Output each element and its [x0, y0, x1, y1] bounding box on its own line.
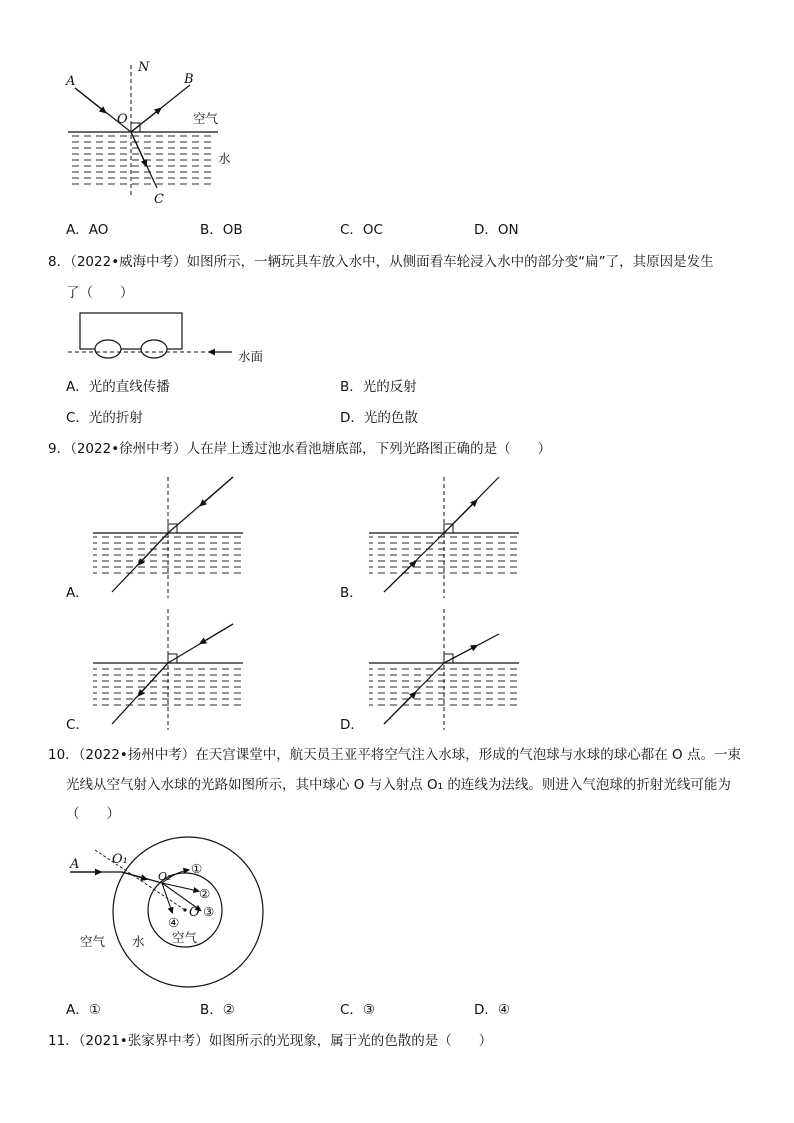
toy-car-body — [80, 313, 182, 349]
q9-diagram-b — [366, 474, 526, 600]
q7-option-d[interactable]: D．ON — [474, 222, 519, 238]
center-point-O — [183, 908, 186, 911]
q7-option-c[interactable]: C．OC — [340, 222, 383, 238]
q9-stem: 9．（2022•徐州中考）人在岸上透过池水看池塘底部，下列光路图正确的是（ ） — [48, 441, 552, 457]
q9-option-c[interactable]: C． — [66, 717, 89, 733]
label-B: B — [184, 72, 194, 87]
q8-option-c[interactable]: C．光的折射 — [66, 410, 143, 426]
q11-stem: 11．（2021•张家界中考）如图所示的光现象，属于光的色散的是（ ） — [48, 1033, 493, 1049]
q8-stem-line1: 8．（2022•威海中考）如图所示，一辆玩具车放入水中，从侧面看车轮浸入水中的部分变“扁”了，其原因是发生 — [48, 254, 714, 270]
label-water: 水 — [218, 151, 231, 166]
water-ball-outer — [113, 837, 263, 987]
label-air: 空气 — [193, 111, 219, 126]
label-3: ③ — [203, 904, 215, 919]
q10-diagram — [60, 828, 300, 998]
label-water-surface: 水面 — [238, 349, 264, 364]
q10-stem-line2: 光线从空气射入水球的光路如图所示，其中球心 O 与入射点 O₁ 的连线为法线。则进入气泡球的折射光线可能为 — [66, 777, 731, 793]
label-air-outside: 空气 — [80, 934, 106, 949]
label-O2: O₂ — [158, 870, 172, 883]
q10-option-b[interactable]: B．② — [200, 1002, 235, 1018]
q10-stem-line3: （ ） — [66, 806, 120, 822]
q8-option-d[interactable]: D．光的色散 — [340, 410, 418, 426]
q9-diagram-c — [90, 606, 250, 732]
water-hatch — [68, 133, 216, 189]
label-air-inside: 空气 — [172, 930, 198, 945]
q8-option-a[interactable]: A．光的直线传播 — [66, 379, 170, 395]
label-C: C — [154, 192, 164, 207]
q7-diagram — [60, 55, 250, 210]
label-O: O — [117, 112, 128, 127]
label-A: A — [70, 857, 80, 872]
label-2: ② — [199, 886, 211, 901]
q8-diagram — [60, 305, 290, 370]
front-wheel — [95, 340, 121, 358]
q9-option-d[interactable]: D． — [340, 717, 364, 733]
label-water: 水 — [132, 934, 145, 949]
q10-stem-line1: 10．（2022•扬州中考）在天宫课堂中，航天员王亚平将空气注入水球，形成的气泡球与水球的球心都在 O 点。一束 — [48, 747, 741, 763]
q9-diagram-d — [366, 606, 526, 732]
q9-option-a[interactable]: A． — [66, 585, 89, 601]
label-N: N — [138, 60, 150, 75]
q8-stem-line2: 了（ ） — [66, 285, 134, 301]
q10-option-c[interactable]: C．③ — [340, 1002, 376, 1018]
label-O1: O₁ — [112, 852, 128, 867]
q8-option-b[interactable]: B．光的反射 — [340, 379, 417, 395]
normal-line — [95, 850, 185, 910]
q10-option-d[interactable]: D．④ — [474, 1002, 510, 1018]
ray-option-4 — [162, 883, 172, 912]
q9-option-b[interactable]: B． — [340, 585, 363, 601]
label-1: ① — [191, 861, 203, 876]
label-4: ④ — [168, 915, 180, 930]
q10-option-a[interactable]: A．① — [66, 1002, 101, 1018]
q9-diagram-a — [90, 474, 250, 600]
label-A: A — [66, 74, 76, 89]
q7-option-b[interactable]: B．OB — [200, 222, 243, 238]
label-O: O — [189, 905, 200, 920]
q7-option-a[interactable]: A．AO — [66, 222, 109, 238]
rear-wheel — [141, 340, 167, 358]
